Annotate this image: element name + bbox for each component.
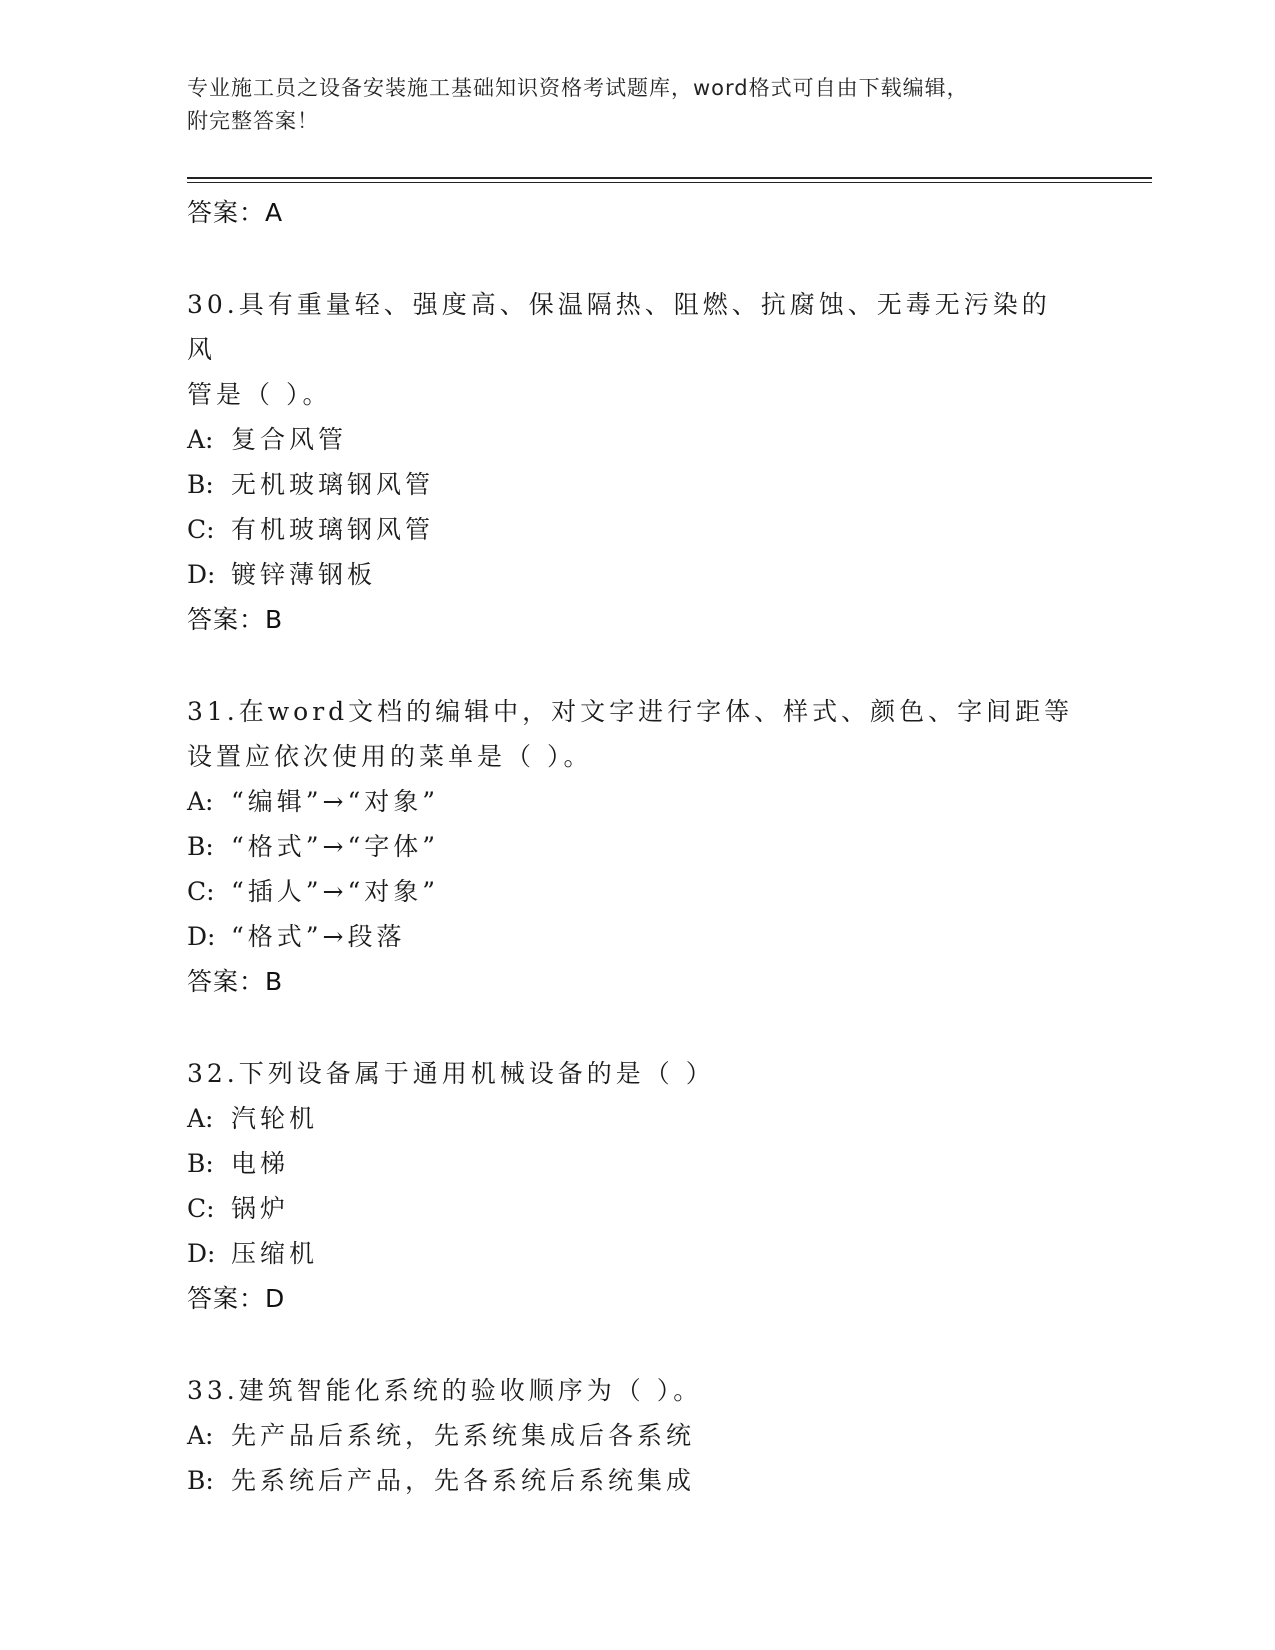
question-stem xyxy=(187,282,1077,417)
question-32 xyxy=(187,1051,1087,1322)
question-stem-line: 32.下列设备属于通用机械设备的是（ ） xyxy=(187,1059,715,1088)
question-answer: 答案：B xyxy=(187,605,284,634)
question-stem-line: 设置应依次使用的菜单是（ ）。 xyxy=(187,742,593,771)
option-text: 压缩机 xyxy=(231,1239,319,1268)
option-a xyxy=(187,1096,1087,1141)
option-text: 锅炉 xyxy=(231,1194,290,1223)
option-key: A: xyxy=(187,787,214,816)
document-body xyxy=(187,190,1087,1503)
option-a xyxy=(187,417,1087,462)
option-key: B: xyxy=(187,1466,214,1495)
option-d xyxy=(187,552,1087,597)
option-a xyxy=(187,779,1087,824)
option-key: C: xyxy=(187,515,215,544)
option-d xyxy=(187,1231,1087,1276)
question-stem xyxy=(187,689,1077,779)
document-header xyxy=(187,72,1087,138)
option-key: C: xyxy=(187,1194,215,1223)
header-line-2: 附完整答案！ xyxy=(187,109,319,133)
question-33 xyxy=(187,1368,1087,1503)
option-key: B: xyxy=(187,1149,214,1178)
question-answer: 答案：D xyxy=(187,1284,286,1313)
option-text: 有机玻璃钢风管 xyxy=(231,515,435,544)
option-key: A: xyxy=(187,425,214,454)
header-line-1: 专业施工员之设备安装施工基础知识资格考试题库，word格式可自由下载编辑， xyxy=(187,76,969,100)
option-text: “插人”→“对象” xyxy=(231,877,440,906)
option-text: 汽轮机 xyxy=(231,1104,319,1133)
previous-question-answer: 答案：A xyxy=(187,198,284,227)
option-text: 先系统后产品，先各系统后系统集成 xyxy=(231,1466,696,1495)
question-stem-line: 31.在word文档的编辑中，对文字进行字体、样式、颜色、字间距等 xyxy=(187,697,1074,726)
option-text: 复合风管 xyxy=(231,425,348,454)
option-key: D: xyxy=(187,1239,216,1268)
option-b xyxy=(187,1141,1087,1186)
option-b xyxy=(187,462,1087,507)
option-text: 电梯 xyxy=(231,1149,290,1178)
question-stem xyxy=(187,1368,1077,1413)
option-text: “编辑”→“对象” xyxy=(231,787,440,816)
option-key: A: xyxy=(187,1421,214,1450)
option-c xyxy=(187,869,1087,914)
option-a xyxy=(187,1413,1087,1458)
option-text: “格式”→“字体” xyxy=(231,832,440,861)
question-30 xyxy=(187,282,1087,643)
question-stem xyxy=(187,1051,1077,1096)
header-divider-thin xyxy=(187,182,1152,183)
option-b xyxy=(187,1458,1087,1503)
option-b xyxy=(187,824,1087,869)
question-answer: 答案：B xyxy=(187,967,284,996)
question-31 xyxy=(187,689,1087,1005)
option-key: D: xyxy=(187,922,216,951)
header-divider-thick xyxy=(187,177,1152,179)
option-key: D: xyxy=(187,560,216,589)
option-text: “格式”→段落 xyxy=(231,922,406,951)
option-c xyxy=(187,1186,1087,1231)
option-text: 镀锌薄钢板 xyxy=(231,560,377,589)
option-d xyxy=(187,914,1087,959)
option-key: B: xyxy=(187,832,214,861)
question-stem-line: 33.建筑智能化系统的验收顺序为（ ）。 xyxy=(187,1376,703,1405)
option-c xyxy=(187,507,1087,552)
question-stem-line: 30.具有重量轻、强度高、保温隔热、阻燃、抗腐蚀、无毒无污染的风 xyxy=(187,290,1051,364)
option-text: 无机玻璃钢风管 xyxy=(231,470,435,499)
option-text: 先产品后系统，先系统集成后各系统 xyxy=(231,1421,696,1450)
option-key: A: xyxy=(187,1104,214,1133)
option-key: C: xyxy=(187,877,215,906)
option-key: B: xyxy=(187,470,214,499)
question-stem-line: 管是（ ）。 xyxy=(187,380,332,409)
